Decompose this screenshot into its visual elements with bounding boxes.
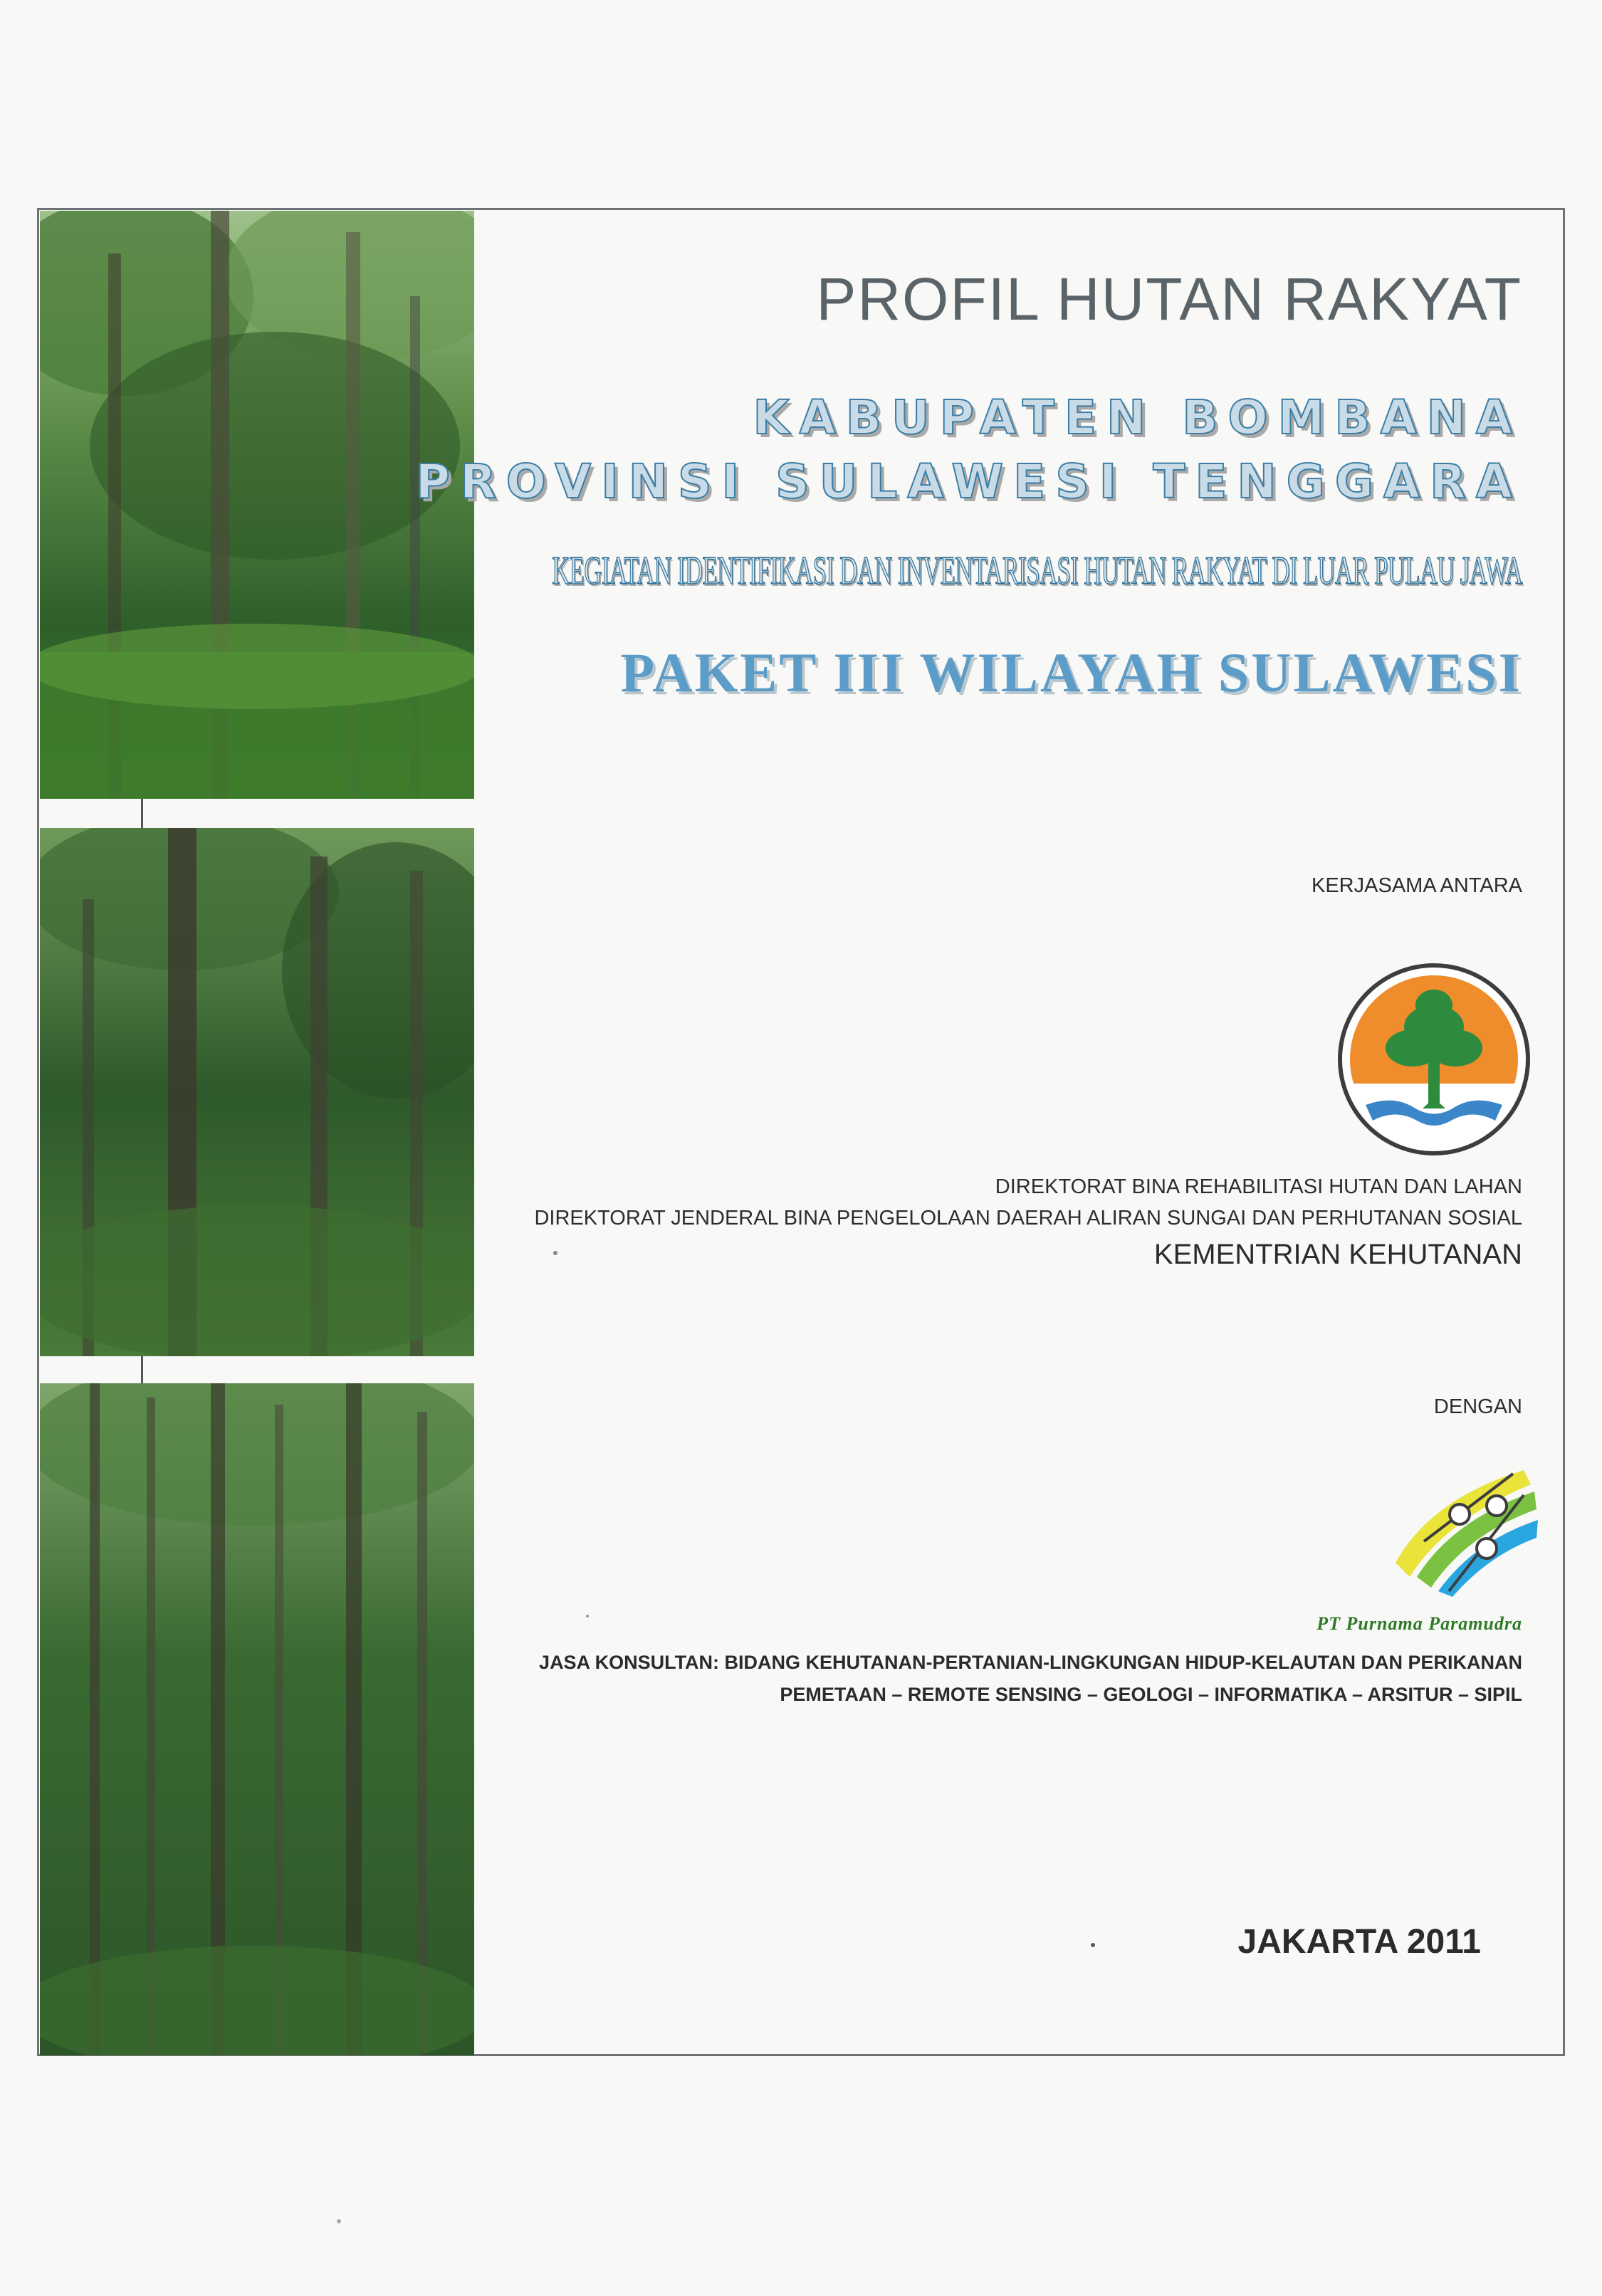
- dengan-label: DENGAN: [1433, 1395, 1522, 1418]
- kabupaten-heading: KABUPATEN BOMBANA: [753, 390, 1522, 445]
- provinsi-heading: PROVINSI SULAWESI TENGGARA: [415, 454, 1522, 509]
- document-title: PROFIL HUTAN RAKYAT: [816, 266, 1522, 332]
- pemetaan-line: PEMETAAN – REMOTE SENSING – GEOLOGI – INFORMATIKA – ARSITUR – SIPIL: [780, 1684, 1522, 1705]
- direktorat-jenderal: DIREKTORAT JENDERAL BINA PENGELOLAAN DAERAH ALIRAN SUNGAI DAN PERHUTANAN SOSIAL: [534, 1207, 1522, 1230]
- kerjasama-label: KERJASAMA ANTARA: [1312, 874, 1522, 897]
- pt-company-name: PT Purnama Paramudra: [1316, 1613, 1522, 1634]
- kementrian-label: KEMENTRIAN KEHUTANAN: [1153, 1239, 1522, 1270]
- jasa-konsultan-line: JASA KONSULTAN: BIDANG KEHUTANAN-PERTANIAN-LINGKUNGAN HIDUP-KELAUTAN DAN PERIKANAN: [539, 1652, 1522, 1673]
- kegiatan-heading: KEGIATAN IDENTIFIKASI DAN INVENTARISASI HUTAN RAKYAT DI LUAR PULAU JAWA: [552, 549, 1522, 593]
- direktorat-bina-rehabilitasi: DIREKTORAT BINA REHABILITASI HUTAN DAN LAHAN: [995, 1175, 1522, 1198]
- paket-heading: PAKET III WILAYAH SULAWESI: [620, 641, 1522, 703]
- place-year: JAKARTA 2011: [1237, 1923, 1481, 1961]
